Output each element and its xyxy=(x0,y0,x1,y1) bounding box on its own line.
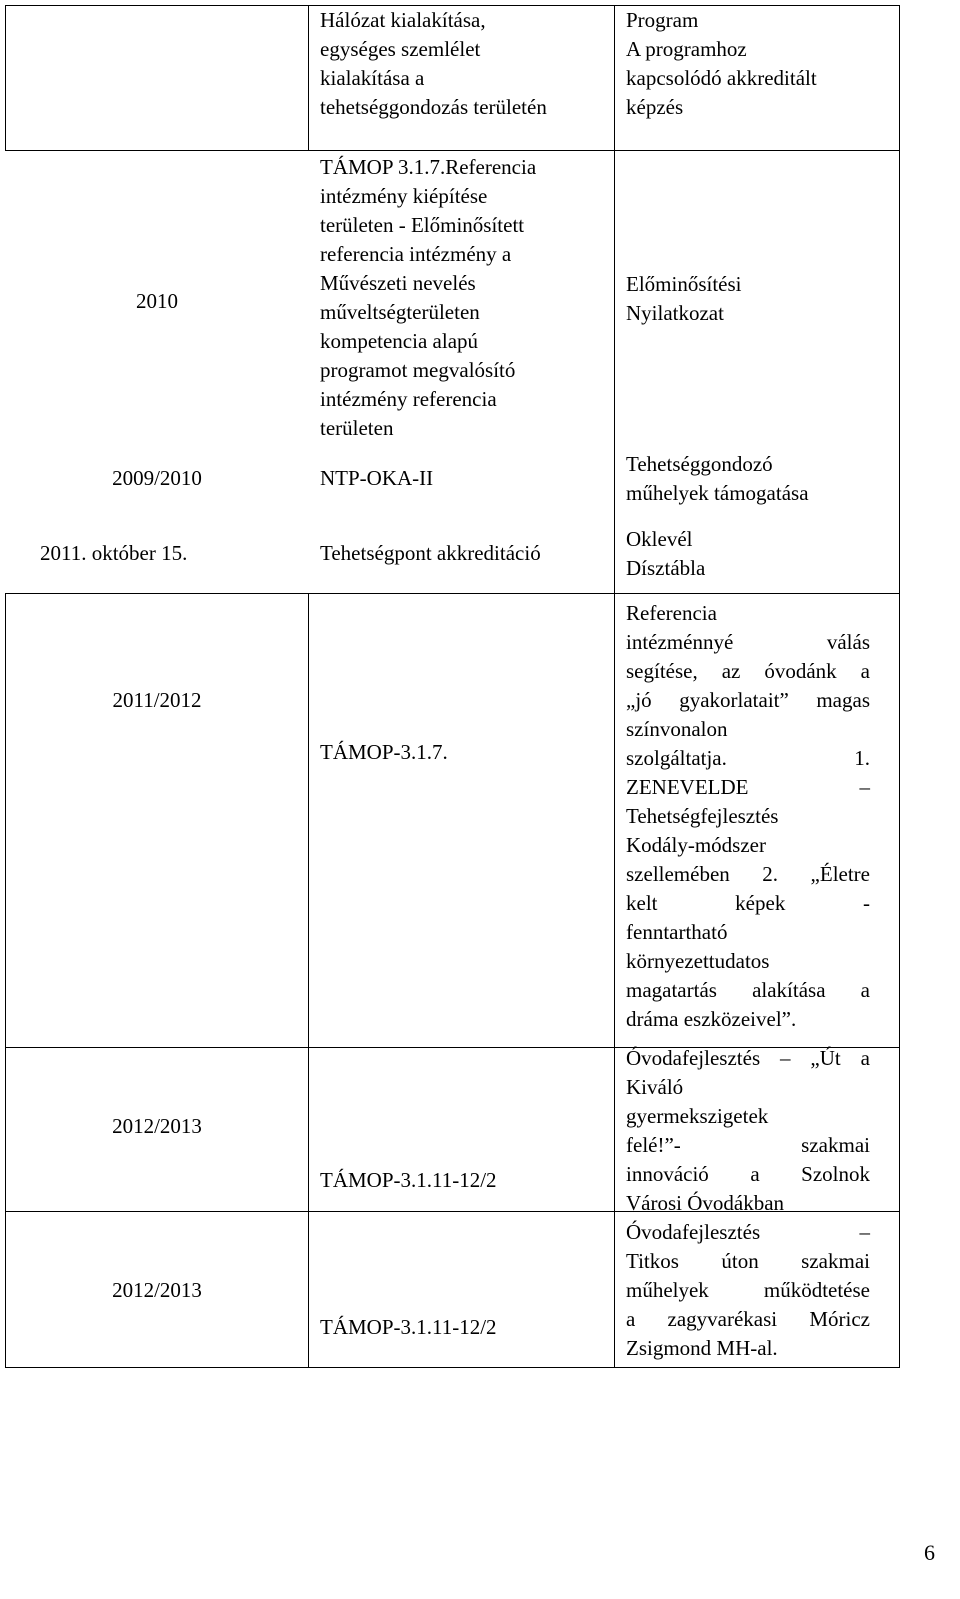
project-cell: TÁMOP 3.1.7.Referencia intézmény kiépítése területen - Előminősített referencia intézmény a Művészeti nevelés műveltségterületen kompetencia alapú programot megvalósító intézmény referencia területen xyxy=(320,155,537,440)
year-cell: 2011/2012 xyxy=(112,688,202,712)
project-cell: TÁMOP-3.1.7. xyxy=(320,740,448,764)
table-border xyxy=(5,5,6,150)
program-cell: Oklevél Dísztábla xyxy=(626,527,706,580)
table-border xyxy=(5,1367,900,1368)
year-cell: 2009/2010 xyxy=(112,466,202,490)
program-cell: Tehetséggondozó műhelyek támogatása xyxy=(626,452,809,505)
page-number: 6 xyxy=(924,1540,935,1565)
project-cell: Tehetségpont akkreditáció xyxy=(320,541,541,565)
year-cell: 2012/2013 xyxy=(112,1114,202,1138)
program-cell: Óvodafejlesztés – „Út a Kiváló gyermekszigetek felé!”- szakmai innováció a Szolnok Városi Óvodákban xyxy=(626,1046,870,1215)
project-cell: TÁMOP-3.1.11-12/2 xyxy=(320,1315,497,1339)
program-cell: Óvodafejlesztés – Titkos úton szakmai műhelyek működtetése a zagyvarékasi Móricz Zsigmond MH-al. xyxy=(626,1220,870,1360)
project-cell: NTP-OKA-II xyxy=(320,466,434,490)
header-program-cell: Program A programhoz kapcsolódó akkreditált képzés xyxy=(626,8,817,119)
project-cell: TÁMOP-3.1.11-12/2 xyxy=(320,1168,497,1192)
row-divider xyxy=(5,150,900,151)
column-divider xyxy=(308,593,309,1368)
table-border xyxy=(899,5,900,1368)
year-cell: 2011. október 15. xyxy=(40,541,188,565)
column-divider xyxy=(308,5,309,150)
header-project-cell: Hálózat kialakítása, egységes szemlélet kialakítása a tehetséggondozás területén xyxy=(320,8,547,119)
program-cell: Referencia intézménnyé válás segítése, az óvodánk a „jó gyakorlatait” magas színvonalon szolgáltatja. 1. ZENEVELDE – Tehetségfejlesztés Kodály-módszer szellemében 2. „Életre kelt képek - fenntartható környezettudatos magatartás alakítása a dráma eszközeivel”. xyxy=(626,601,870,1031)
year-cell: 2012/2013 xyxy=(112,1278,202,1302)
program-cell: Előminősítési Nyilatkozat xyxy=(626,272,742,325)
column-divider xyxy=(614,5,615,1368)
year-cell: 2010 xyxy=(136,289,178,313)
row-divider xyxy=(5,593,900,594)
